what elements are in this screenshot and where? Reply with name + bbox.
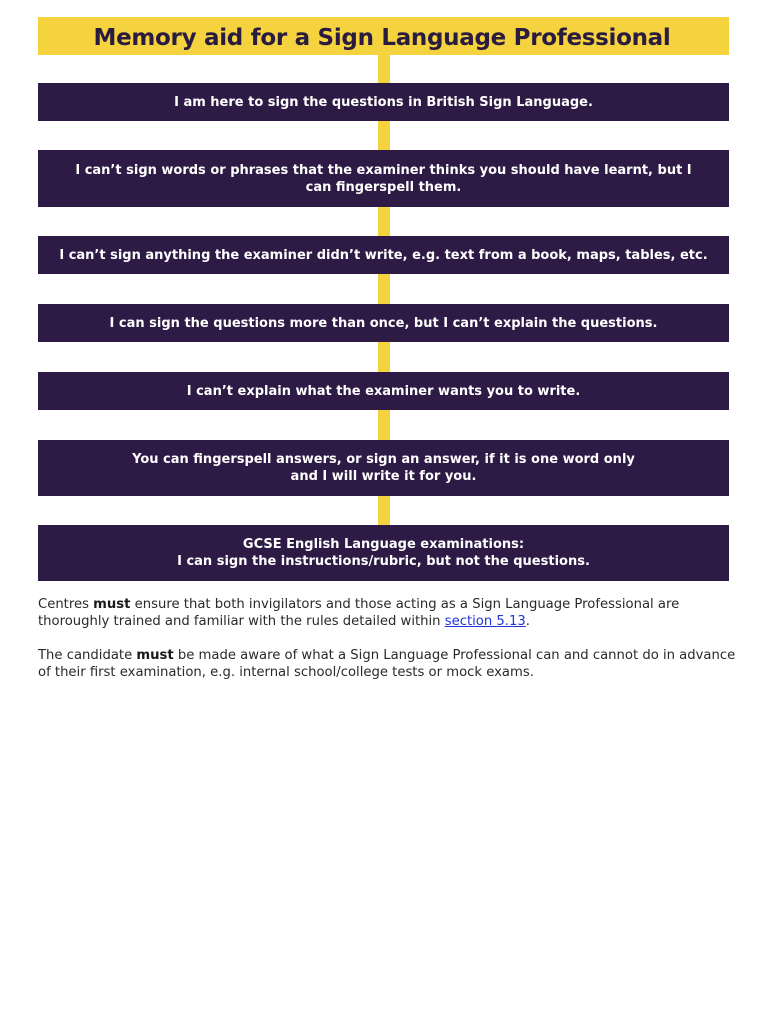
rule-7-text-a: I can sign the instructions/rubric, but [177, 554, 456, 569]
section-link[interactable]: section 5.13 [444, 614, 526, 629]
rule-7-heading: GCSE English Language examinations: [242, 537, 525, 552]
rule-box-6 [38, 440, 729, 496]
rule-1-text: I am here to sign the questions in British Sign Language. [174, 94, 593, 110]
rule-2-text-c: sign words or phrases that the examiner thinks you should have learnt, but I [121, 162, 692, 178]
note-2-text-b: be made aware of what a Sign Language Professional can and cannot do in advance of their first examination, e.g. internal school/college tests or mock exams. [38, 648, 736, 680]
rule-3-text-c: sign anything the examiner didn’t write, e.g. text from a book, maps, tables, etc. [105, 247, 708, 263]
rule-box-3 [38, 236, 729, 274]
rule-3-emphasis: can’t [68, 247, 106, 263]
rule-box-5 [38, 372, 729, 410]
rule-4-text-a: I can sign the questions more than once, but I [109, 315, 453, 331]
rule-6-text-line2: and I will write it for you. [290, 469, 477, 484]
note-paragraph-1 [38, 596, 738, 630]
page-title: Memory aid for a Sign Language Professional [93, 25, 671, 51]
rule-2-emphasis: can’t [84, 162, 122, 178]
rule-box-2 [38, 150, 729, 207]
rule-box-4 [38, 304, 729, 342]
rule-3-text-a: I [59, 247, 69, 263]
notes-section [38, 596, 738, 698]
rule-6-text-line1: You can fingerspell answers, or sign an answer, if it is one word only [132, 452, 635, 467]
rule-7-emphasis: not [455, 554, 480, 569]
rule-2-text-a: I [75, 162, 85, 178]
rule-box-1 [38, 83, 729, 121]
rule-7-text-c: the questions. [479, 554, 590, 569]
note-1-text-a: Centres [38, 597, 94, 612]
note-paragraph-2 [38, 647, 738, 681]
note-2-text-a: The candidate [38, 648, 137, 663]
note-1-text-end: . [525, 614, 530, 629]
note-2-emphasis: must [136, 648, 174, 663]
rule-5-emphasis: can’t [196, 383, 233, 399]
rule-5-text-a: I [186, 383, 197, 399]
rule-4-text-c: explain the questions. [489, 315, 658, 331]
rule-box-7 [38, 525, 729, 581]
rule-2-text-line2: can fingerspell them. [305, 179, 462, 195]
rule-4-emphasis: can’t [452, 315, 490, 331]
note-1-emphasis: must [93, 597, 131, 612]
note-1-text-b: ensure that both invigilators and those acting as a Sign Language Professional are thoroughly trained and familiar with the rules detailed within [38, 597, 680, 629]
rule-5-text-c: explain what the examiner wants you to write. [232, 383, 581, 399]
